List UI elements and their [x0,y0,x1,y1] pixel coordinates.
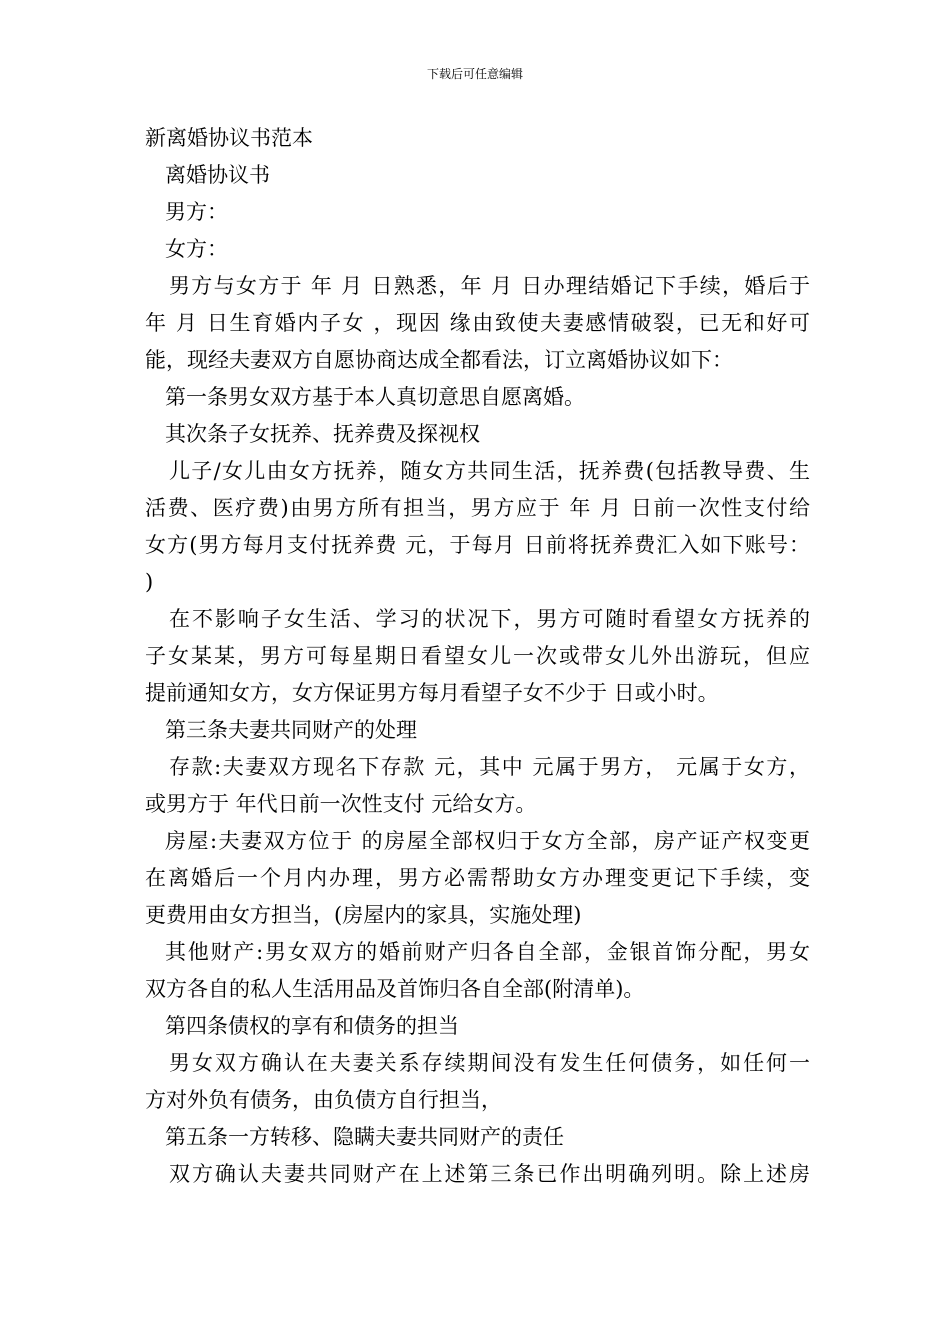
document-title: 新离婚协议书范本 [145,126,313,150]
page-header-note: 下载后可任意编辑 [426,67,523,81]
paragraph-line: 提前通知女方，女方保证男方每月看望子女不少于 日或小时。 [145,681,719,705]
agreement-heading: 离婚协议书 [165,163,270,187]
article-1: 第一条男女双方基于本人真切意思自愿离婚。 [165,385,585,409]
paragraph-line: 能，现经夫妻双方自愿协商达成全都看法，订立离婚协议如下： [145,348,733,372]
paragraph-line: 双方各自的私人生活用品及首饰归各自全部(附清单)。 [145,977,645,1001]
paragraph-line: 子女某某，男方可每星期日看望女儿一次或带女儿外出游玩，但应 [145,644,810,668]
paragraph-line: 年 月 日生育婚内子女 ，现因 缘由致使夫妻感情破裂，已无和好可 [145,311,810,335]
paragraph-line: 房屋:夫妻双方位于 的房屋全部权归于女方全部，房产证产权变更 [165,829,810,853]
party-female-label: 女方： [165,237,228,261]
article-2-heading: 其次条子女抚养、抚养费及探视权 [165,422,480,446]
paragraph-line: 在不影响子女生活、学习的状况下，男方可随时看望女方抚养的 [169,607,810,631]
article-3-heading: 第三条夫妻共同财产的处理 [165,718,417,742]
paragraph-line: 儿子/女儿由女方抚养，随女方共同生活，抚养费(包括教导费、生 [169,459,810,483]
paragraph-line: 在离婚后一个月内办理，男方必需帮助女方办理变更记下手续，变 [145,866,810,890]
paragraph-line: 男女双方确认在夫妻关系存续期间没有发生任何债务，如任何一 [169,1051,810,1075]
party-male-label: 男方： [165,200,228,224]
document-body [145,120,810,1193]
paragraph-line: 方对外负有债务，由负债方自行担当， [145,1088,502,1112]
paragraph-line: 更费用由女方担当，(房屋内的家具，实施处理) [145,903,582,927]
paragraph-line: ) [145,570,154,594]
article-4-heading: 第四条债权的享有和债务的担当 [165,1014,459,1038]
paragraph-line: 存款:夫妻双方现名下存款 元，其中 元属于男方， 元属于女方， [169,755,810,779]
paragraph-line: 男方与女方于 年 月 日熟悉，年 月 日办理结婚记下手续，婚后于 [169,274,810,298]
paragraph-line: 双方确认夫妻共同财产在上述第三条已作出明确列明。除上述房 [169,1162,810,1186]
paragraph-line: 女方(男方每月支付抚养费 元，于每月 日前将抚养费汇入如下账号： [145,533,810,557]
paragraph-line: 或男方于 年代日前一次性支付 元给女方。 [145,792,537,816]
paragraph-line: 活费、医疗费)由男方所有担当，男方应于 年 月 日前一次性支付给 [145,496,810,520]
article-5-heading: 第五条一方转移、隐瞒夫妻共同财产的责任 [165,1125,564,1149]
paragraph-line: 其他财产:男女双方的婚前财产归各自全部，金银首饰分配，男女 [165,940,810,964]
